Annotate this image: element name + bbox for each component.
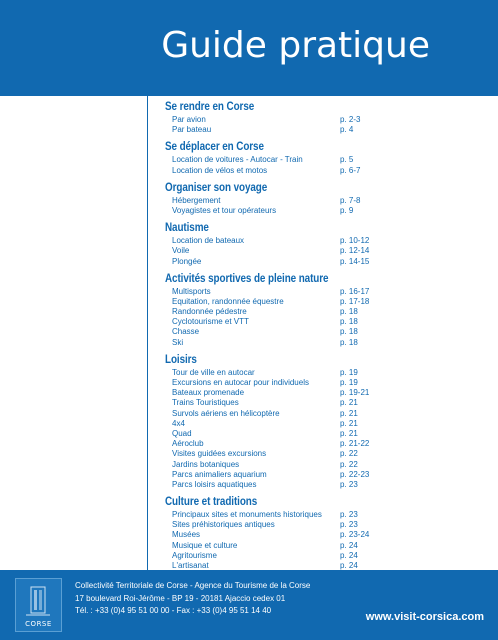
toc-entry-page: p. 14-15 — [340, 256, 370, 266]
toc-section — [165, 272, 495, 348]
toc-entry-page: p. 23-24 — [340, 530, 370, 540]
toc-entry[interactable] — [165, 196, 495, 206]
toc-entry-label: Parcs animaliers aquarium — [172, 469, 267, 479]
toc-entry-label: Trains Touristiques — [172, 398, 239, 408]
toc-section — [165, 100, 495, 135]
toc-entry[interactable] — [165, 449, 495, 459]
toc-entry[interactable] — [165, 530, 495, 540]
toc-entry-page: p. 22-23 — [340, 469, 370, 479]
toc-entry-page: p. 23 — [340, 510, 358, 520]
toc-entry-page: p. 23 — [340, 479, 358, 489]
logo-text: CORSE — [25, 620, 52, 628]
toc-entry-page: p. 19-21 — [340, 388, 370, 398]
toc-entry[interactable] — [165, 246, 495, 256]
toc-entry-page: p. 7-8 — [340, 195, 361, 205]
footer-contact-line: Tél. : +33 (0)4 95 51 00 00 - Fax : +33 (0)4 95 51 14 40 — [75, 606, 272, 615]
toc-entry[interactable] — [165, 338, 495, 348]
page-title: Guide pratique — [161, 25, 430, 66]
toc-entry-label: Principaux sites et monuments historiques — [172, 510, 322, 520]
toc-entry[interactable] — [165, 398, 495, 408]
logo-graphic-icon — [16, 581, 61, 621]
toc-entry-label: Parcs loisirs aquatiques — [172, 479, 257, 489]
toc-entry-page: p. 18 — [340, 337, 358, 347]
toc-entry-label: Sites préhistoriques antiques — [172, 520, 275, 530]
toc-entry-label: Multisports — [172, 286, 211, 296]
toc-entry-page: p. 16-17 — [340, 286, 370, 296]
toc-entry-page: p. 24 — [340, 550, 358, 560]
toc-entry[interactable] — [165, 551, 495, 561]
toc-entry[interactable] — [165, 368, 495, 378]
toc-section-title: Activités sportives de pleine nature — [165, 272, 329, 285]
toc-entry[interactable] — [165, 439, 495, 449]
toc-entry[interactable] — [165, 541, 495, 551]
toc-section-title: Loisirs — [165, 353, 197, 366]
toc-entry-page: p. 4 — [340, 125, 354, 135]
footer — [0, 570, 498, 640]
toc-entry[interactable] — [165, 388, 495, 398]
toc-entry-label: Jardins botaniques — [172, 459, 240, 469]
toc-entry[interactable] — [165, 510, 495, 520]
toc-entry[interactable] — [165, 155, 495, 165]
toc-entry-page: p. 21 — [340, 428, 358, 438]
toc-entry-label: Visites guidées excursions — [172, 449, 267, 459]
toc-entry-label: Musique et culture — [172, 540, 238, 550]
toc-entry[interactable] — [165, 470, 495, 480]
toc-entry-page: p. 18 — [340, 327, 358, 337]
toc-entry-page: p. 17-18 — [340, 296, 370, 306]
toc-entry-page: p. 21 — [340, 418, 358, 428]
toc-section — [165, 140, 495, 175]
toc-entry-label: Survols aériens en hélicoptère — [172, 408, 280, 418]
toc-entry-page: p. 23 — [340, 520, 358, 530]
header-banner — [0, 0, 498, 96]
toc-entry-page: p. 18 — [340, 317, 358, 327]
toc-entry-label: Randonnée pédestre — [172, 307, 247, 317]
toc-section — [165, 353, 495, 490]
toc-entry-label: Bateaux promenade — [172, 388, 245, 398]
toc-entry-label: Voyagistes et tour opérateurs — [172, 205, 277, 215]
toc-entry-label: Cyclotourisme et VTT — [172, 317, 249, 327]
toc-entry[interactable] — [165, 409, 495, 419]
toc-entry[interactable] — [165, 125, 495, 135]
toc-entry-page: p. 21-22 — [340, 439, 370, 449]
toc-entry-label: Plongée — [172, 256, 202, 266]
toc-entry-label: Par bateau — [172, 125, 212, 135]
toc-entry-label: Voile — [172, 246, 190, 256]
toc-entry-label: Ski — [172, 337, 184, 347]
toc-entry-page: p. 6-7 — [340, 165, 361, 175]
toc-entry-page: p. 5 — [340, 155, 354, 165]
toc-section — [165, 181, 495, 216]
toc-entry[interactable] — [165, 257, 495, 267]
toc-entry[interactable] — [165, 307, 495, 317]
toc-entry-label: Hébergement — [172, 195, 221, 205]
toc-section — [165, 221, 495, 267]
toc-entry-page: p. 9 — [340, 205, 354, 215]
toc-entry[interactable] — [165, 520, 495, 530]
toc-section-title: Se rendre en Corse — [165, 101, 255, 113]
toc-entry-label: Musées — [172, 530, 201, 540]
toc-entry-page: p. 19 — [340, 367, 358, 377]
toc-section-title: Culture et traditions — [165, 496, 258, 509]
toc-entry-page: p. 2-3 — [340, 115, 361, 124]
toc-entry-label: Location de bateaux — [172, 236, 245, 246]
toc-entry-page: p. 18 — [340, 307, 358, 317]
toc-section-title: Organiser son voyage — [165, 181, 268, 194]
footer-address-line-1: Collectivité Territoriale de Corse - Agence du Tourisme de la Corse — [75, 581, 311, 590]
toc-entry-label: Par avion — [172, 115, 206, 124]
corse-logo — [15, 578, 62, 632]
toc-entry-page: p. 24 — [340, 561, 358, 570]
toc-entry-label: Agritourisme — [172, 550, 217, 560]
toc-entry[interactable] — [165, 297, 495, 307]
toc-entry-label: Tour de ville en autocar — [172, 367, 255, 377]
toc-entry-label: Chasse — [172, 327, 200, 337]
toc-entry[interactable] — [165, 480, 495, 490]
toc-entry-page: p. 12-14 — [340, 246, 370, 256]
toc-entry-page: p. 21 — [340, 408, 358, 418]
toc-entry[interactable] — [165, 287, 495, 297]
toc-section — [165, 495, 495, 571]
toc-entry[interactable] — [165, 236, 495, 246]
toc-entry[interactable] — [165, 166, 495, 176]
toc-entry-label: Equitation, randonnée équestre — [172, 296, 284, 306]
toc-entry[interactable] — [165, 419, 495, 429]
footer-address-line-2: 17 boulevard Roi-Jérôme - BP 19 - 20181 Ajaccio cedex 01 — [75, 594, 286, 603]
vertical-divider — [147, 96, 148, 570]
toc-entry-label: Aéroclub — [172, 439, 204, 449]
toc-section-title: Se déplacer en Corse — [165, 141, 264, 154]
toc-entry[interactable] — [165, 378, 495, 388]
table-of-contents — [165, 100, 495, 576]
toc-entry-page: p. 22 — [340, 449, 358, 459]
toc-entry-label: Quad — [172, 428, 192, 438]
website-link[interactable]: www.visit-corsica.com — [365, 611, 484, 623]
toc-section-title: Nautisme — [165, 222, 209, 235]
toc-entry-label: Location de vélos et motos — [172, 165, 268, 175]
toc-entry-label: Location de voitures - Autocar - Train — [172, 155, 303, 165]
toc-entry-page: p. 19 — [340, 378, 358, 387]
toc-entry-page: p. 22 — [340, 459, 358, 469]
toc-entry[interactable] — [165, 206, 495, 216]
toc-entry-page: p. 10-12 — [340, 236, 370, 246]
toc-entry[interactable] — [165, 327, 495, 337]
toc-entry[interactable] — [165, 317, 495, 327]
toc-entry-label: 4x4 — [172, 418, 185, 428]
toc-entry-page: p. 24 — [340, 540, 358, 550]
toc-entry-page: p. 21 — [340, 398, 358, 408]
toc-entry-label: L'artisanat — [172, 561, 209, 570]
toc-entry[interactable] — [165, 429, 495, 439]
toc-entry-label: Excursions en autocar pour individuels — [172, 378, 309, 387]
toc-entry[interactable] — [165, 115, 495, 125]
toc-entry[interactable] — [165, 460, 495, 470]
